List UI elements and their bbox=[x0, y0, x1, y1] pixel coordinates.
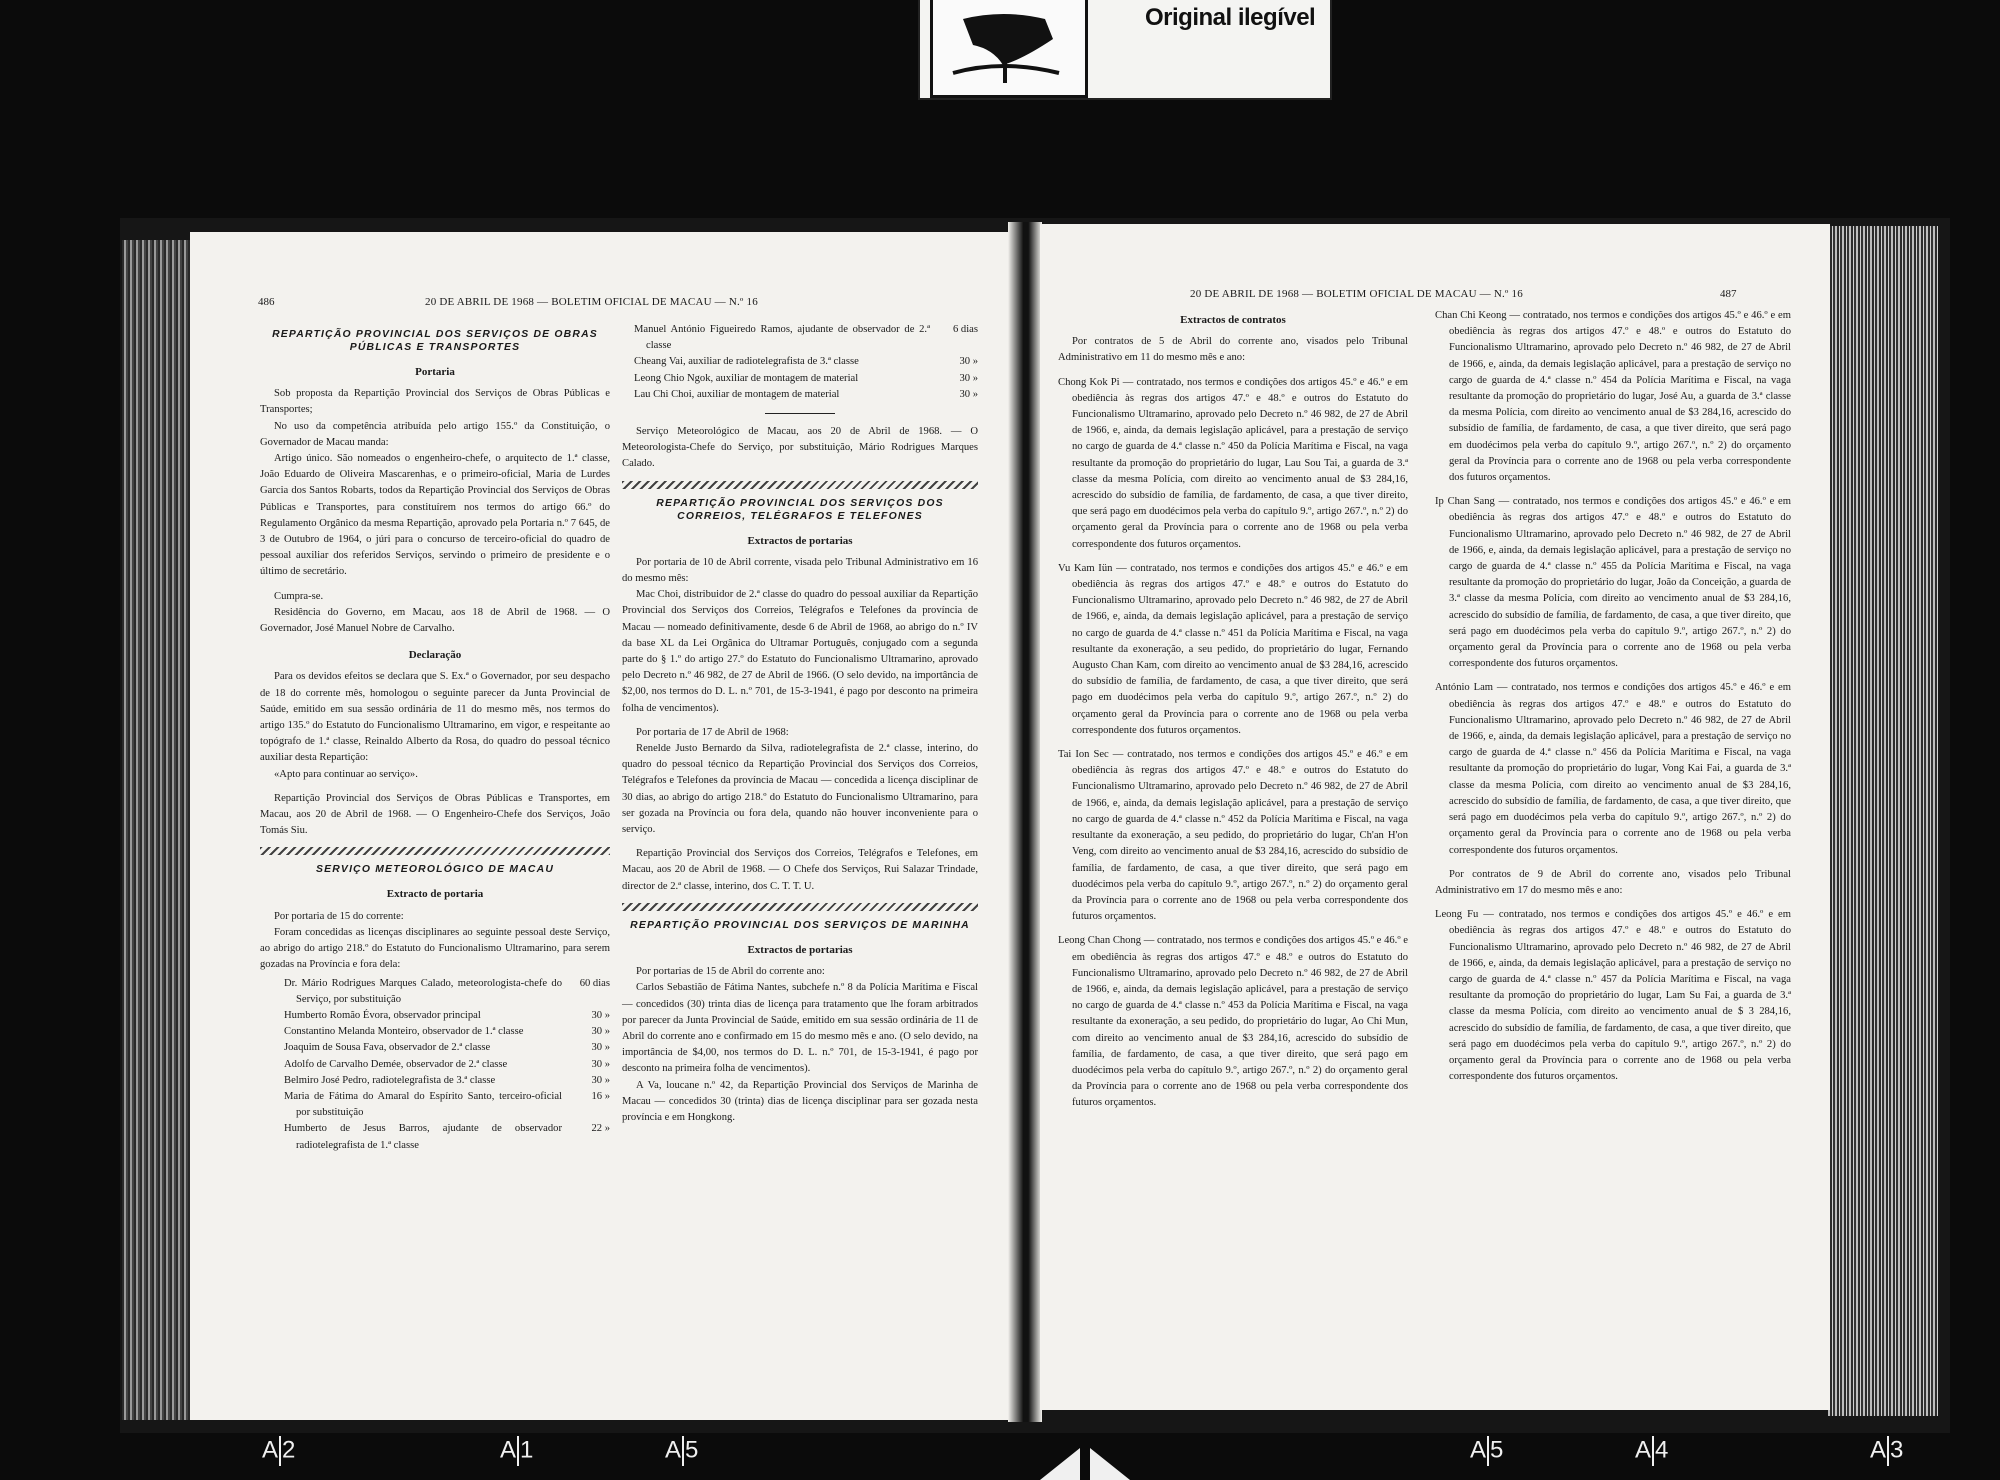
paragraph: Por portaria de 17 de Abril de 1968: bbox=[636, 726, 789, 738]
paragraph: Carlos Sebastião de Fátima Nantes, subchefe n.º 8 da Polícia Marítima e Fiscal — concedidos (30) trinta dias de licença para tratamento que lhe foram arbitrados por parecer da Junta Provincial de Saúde, emitido em sua sessão ordinária de 11 de Abril do corrente ano e confirmado em 15 do mesmo mês e ano. (O selo devido, na importância de $4,00, nos termos do D. L. n.º 701, de 15-3-1941, é pago por desconto na primeira folha de vencimentos). bbox=[622, 982, 978, 1075]
section-title: REPARTIÇÃO PROVINCIAL DOS SERVIÇOS DOS CORREIOS, TELÉGRAFOS E TELEFONES bbox=[656, 497, 944, 522]
page-number: 486 bbox=[258, 296, 275, 308]
licence-list bbox=[622, 322, 978, 403]
section-title: SERVIÇO METEOROLÓGICO DE MACAU bbox=[315, 864, 555, 876]
paragraph: Sob proposta da Repartição Provincial dos Serviços de Obras Públicas e Transportes; bbox=[260, 388, 610, 416]
list-item: Manuel António Figueiredo Ramos, ajudante de observador de 2.ª classe 6 dias bbox=[634, 324, 978, 352]
section-heading: Extractos de portarias bbox=[747, 534, 853, 547]
paragraph: Renelde Justo Bernardo da Silva, radiotelegrafista de 2.ª classe, interino, do quadro do pessoal técnico da Repartição Provincial dos Serviços dos Correios, Telégrafos e Telefones da província de Macau — concedida a licença disciplinar de 30 dias, ao abrigo do artigo 218.º do Estatuto do Funcionalismo Ultramarino, para ser gozada na Província ou fora dela, quando não houver inconveniente para o serviço. bbox=[622, 743, 978, 836]
paragraph: Tai Ion Sec — contratado, nos termos e condições dos artigos 45.º e 46.º e em obediência às regras dos artigos 47.º e 48.º e outros do Estatuto do Funcionalismo Ultramarino, aprovado pelo Decreto n.º 46 982, de 27 de Abril de 1966, e, ainda, da demais legislação aplicável, para a prestação de serviço no cargo de guarda de 4.ª classe n.º 452 da Polícia Marítima e Fiscal, na vaga resultante da exoneração, a seu pedido, do proprietário do lugar, Ch'an H'on Veng, com direito ao vencimento anual de $3 284,16, acrescido do subsídio de família, de fardamento, de casa, a que tiver direito, que será pago em duodécimos pela verba do capítulo 9.º, artigo 267.º, n.º 2) do orçamento geral da Província para o corrente ano de 1968 ou pela verba correspondente dos futuros orçamentos. bbox=[1058, 749, 1408, 923]
frame-marker: A 4 bbox=[1635, 1436, 1668, 1466]
paragraph: Artigo único. São nomeados o engenheiro-chefe, o arquitecto de 1.ª classe, João Eduardo de Oliveira Mascarenhas, e o primeiro-oficial, Maria de Lurdes Garcia dos Santos Robarts, todos da Repartição Provincial dos Serviços de Obras Públicas e Transportes, para constituírem nos termos do artigo 66.º do Regulamento Orgânico da mesma Repartição, aprovado pela Portaria n.º 7 645, de 3 de Outubro de 1964, o júri para o concurso de terceiro-oficial do quadro de pessoal auxiliar dos referidos Serviços, servindo o primeiro de presidente e o último de secretário. bbox=[260, 453, 610, 578]
book-icon bbox=[930, 0, 1088, 98]
page-edges-left bbox=[122, 240, 192, 1420]
page-edges-right bbox=[1828, 226, 1938, 1416]
paragraph: Para os devidos efeitos se declara que S. Ex.ª o Governador, por seu despacho de 18 do corrente mês, homologou o seguinte parecer da Junta Provincial de Saúde, emitido em sua sessão ordinária de 11 do mesmo mês, nos termos do artigo 135.º do Estatuto do Funcionalismo Ultramarino, em vigor, e respeitante ao topógrafo de 1.ª classe, Reinaldo Alberto da Rosa, do quadro do pessoal técnico auxiliar desta Repartição: bbox=[260, 671, 610, 764]
right-column-2 bbox=[1435, 308, 1791, 1085]
list-item: Adolfo de Carvalho Demée, observador de 2.ª classe 30 » bbox=[284, 1058, 610, 1070]
ornamental-rule bbox=[622, 903, 978, 911]
section-heading: Declaração bbox=[408, 649, 462, 662]
section-title: REPARTIÇÃO PROVINCIAL DOS SERVIÇOS DE OBRAS PÚBLICAS E TRANSPORTES bbox=[272, 329, 598, 353]
paragraph: Residência do Governo, em Macau, aos 18 de Abril de 1968. — O Governador, José Manuel Nobre de Carvalho. bbox=[260, 606, 610, 635]
paragraph: Por portaria de 15 do corrente: bbox=[274, 910, 404, 922]
left-page bbox=[190, 232, 1010, 1420]
section-heading: Extractos de portarias bbox=[747, 943, 853, 956]
list-item: Lau Chi Choi, auxiliar de montagem de material 30 » bbox=[634, 388, 978, 400]
left-column-2 bbox=[622, 320, 978, 1126]
frame-marker: A 3 bbox=[1870, 1436, 1903, 1466]
paragraph: Serviço Meteorológico de Macau, aos 20 de Abril de 1968. — O Meteorologista-Chefe do Serviço, por substituição, Mário Rodrigues Marques Calado. bbox=[622, 426, 978, 470]
paragraph: Repartição Provincial dos Serviços de Obras Públicas e Transportes, em Macau, aos 20 de Abril de 1968. — O Engenheiro-Chefe dos Serviços, João Tomás Siu. bbox=[260, 792, 610, 837]
paragraph: Foram concedidas as licenças disciplinares ao seguinte pessoal deste Serviço, ao abrigo do artigo 218.º do Estatuto do Funcionalismo Ultramarino, para serem gozadas na Província e fora dela: bbox=[260, 926, 610, 971]
center-arrow-icon bbox=[1040, 1448, 1130, 1480]
paragraph: Chan Chi Keong — contratado, nos termos e condições dos artigos 45.º e 46.º e em obediência às regras dos artigos 47.º e 48.º e outros do Estatuto do Funcionalismo Ultramarino, aprovado pelo Decreto n.º 46 982, de 27 de Abril de 1966, e, ainda, da demais legislação aplicável, para a prestação de serviço no cargo de guarda de 4.ª classe n.º 454 da Polícia Marítima e Fiscal, na vaga resultante da promoção do proprietário do lugar, José Au, a guarda de 3.ª classe da mesma Polícia, com direito ao vencimento anual de $3 284,16, acrescido do subsídio de família, de fardamento, de casa, a que tiver direito, que será pago em duodécimos pela verba do capítulo 9.º, artigo 267.º, n.º 2) do orçamento geral da Província para o corrente ano de 1968 ou pela verba correspondente dos futuros orçamentos. bbox=[1435, 310, 1791, 484]
illegible-label-text: Original ilegível bbox=[1145, 4, 1316, 31]
list-item: Humberto de Jesus Barros, ajudante de observador radiotelegrafista de 1.ª classe 22 » bbox=[284, 1123, 610, 1151]
section-heading: Extractos de contratos bbox=[1180, 314, 1286, 326]
right-page bbox=[1040, 224, 1830, 1410]
frame-marker: A 5 bbox=[665, 1436, 698, 1466]
ornamental-rule bbox=[622, 481, 978, 489]
paragraph: No uso da competência atribuída pelo artigo 155.º da Constituição, o Governador de Macau manda: bbox=[260, 420, 610, 448]
book-spine bbox=[1008, 222, 1042, 1422]
paragraph: António Lam — contratado, nos termos e condições dos artigos 45.º e 46.º e em obediência às regras dos artigos 47.º e 48.º e outros do Estatuto do Funcionalismo Ultramarino, aprovado pelo Decreto n.º 46 982, de 27 de Abril de 1966, e, ainda, da demais legislação aplicável, para a prestação de serviço no cargo de guarda de 4.ª classe n.º 456 da Polícia Marítima e Fiscal, na vaga resultante da promoção do proprietário do lugar, Vong Kai Fai, a guarda de 3.ª classe da mesma Polícia, com direito ao vencimento anual de $3 284,16, acrescido do subsídio de família, de fardamento, de casa, a que tiver direito, que será pago em duodécimos pela verba do capítulo 9.º, artigo 267.º, n.º 2) do orçamento geral da Província para o corrente ano de 1968 ou pela verba correspondente dos futuros orçamentos. bbox=[1435, 682, 1791, 856]
divider bbox=[765, 413, 835, 414]
paragraph: Leong Fu — contratado, nos termos e condições dos artigos 45.º e 46.º e em obediência às regras dos artigos 47.º e 48.º e outros do Estatuto do Funcionalismo Ultramarino, aprovado pelo Decreto n.º 46 982, de 27 de Abril de 1966, e, ainda, da demais legislação aplicável, para a prestação de serviço no cargo de guarda de 4.ª classe n.º 457 da Polícia Marítima e Fiscal, na vaga resultante da promoção do proprietário do lugar, Lam Su Fai, a guarda de 3.ª classe da mesma Polícia, com direito ao vencimento anual de $ 3 284,16, acrescido do subsídio de família, de fardamento, de casa, a que tiver direito, que será pago em duodécimos pela verba do capítulo 9.º, artigo 267.º, n.º 2) do orçamento geral da Província para o corrente ano de 1968 ou pela verba correspondente dos futuros orçamentos. bbox=[1435, 909, 1791, 1083]
list-item: Humberto Romão Évora, observador principal 30 » bbox=[284, 1009, 610, 1021]
illegible-original-label bbox=[918, 0, 1332, 100]
list-item: Dr. Mário Rodrigues Marques Calado, meteorologista-chefe do Serviço, por substituição 60 dias bbox=[284, 977, 610, 1005]
section-heading: Extracto de portaria bbox=[386, 888, 484, 901]
list-item: Constantino Melanda Monteiro, observador de 1.ª classe 30 » bbox=[284, 1026, 610, 1038]
paragraph: Chong Kok Pi — contratado, nos termos e condições dos artigos 45.º e 46.º e em obediência às regras dos artigos 47.º e 48.º e outros do Estatuto do Funcionalismo Ultramarino, aprovado pelo Decreto n.º 46 982, de 27 de Abril de 1966, e, ainda, da demais legislação aplicável, para a prestação de serviço no cargo de guarda de 4.ª classe n.º 450 da Polícia Marítima e Fiscal, na vaga resultante da promoção do proprietário do lugar, Lau Sou Tai, a guarda de 3.ª classe da mesma Polícia, com direito ao vencimento anual de $3 284,16, acrescido do subsídio de família, de fardamento, de casa, a que tiver direito, que será pago em duodécimos pela verba do capítulo 9.º, artigo 267.º, n.º 2) do orçamento geral da Província para o corrente ano de 1968 ou pela verba correspondente dos futuros orçamentos. bbox=[1058, 376, 1408, 550]
right-column-1 bbox=[1058, 312, 1408, 1112]
paragraph: Por portaria de 10 de Abril corrente, visada pelo Tribunal Administrativo em 16 do mesmo mês: bbox=[622, 556, 978, 585]
list-item: Joaquim de Sousa Fava, observador de 2.ª classe 30 » bbox=[284, 1042, 610, 1054]
paragraph: Por portarias de 15 de Abril do corrente ano: bbox=[636, 966, 825, 978]
list-item: Leong Chio Ngok, auxiliar de montagem de material 30 » bbox=[634, 372, 978, 384]
left-column-1 bbox=[260, 320, 610, 1156]
paragraph: Vu Kam Iün — contratado, nos termos e condições dos artigos 45.º e 46.º e em obediência às regras dos artigos 47.º e 48.º e outros do Estatuto do Funcionalismo Ultramarino, aprovado pelo Decreto n.º 46 982, de 27 de Abril de 1966, e, ainda, da demais legislação aplicável, para a prestação de serviço no cargo de guarda de 4.ª classe n.º 451 da Polícia Marítima e Fiscal, na vaga resultante da exoneração, a seu pedido, do proprietário do lugar, Fernando Augusto Chan Kam, com direito ao vencimento anual de $3 284,16, acrescido do subsídio de família, de fardamento, de casa, a que tiver direito, que será pago em duodécimos pela verba do capítulo 9.º, artigo 267.º, n.º 2) do orçamento geral da Província para o corrente ano de 1968 ou pela verba correspondente dos futuros orçamentos. bbox=[1058, 562, 1408, 736]
paragraph: Repartição Provincial dos Serviços dos Correios, Telégrafos e Telefones, em Macau, aos 20 de Abril de 1968. — O Chefe dos Serviços, Rui Salazar Trindade, director de 2.ª classe, interino, dos C. T. T. U. bbox=[622, 848, 978, 892]
section-title: REPARTIÇÃO PROVINCIAL DOS SERVIÇOS DE MARINHA bbox=[630, 919, 970, 931]
section-heading: Portaria bbox=[415, 366, 455, 378]
frame-marker: A 5 bbox=[1470, 1436, 1503, 1466]
frame-marker: A 2 bbox=[262, 1436, 295, 1466]
list-item: Maria de Fátima do Amaral do Espírito Santo, terceiro-oficial por substituição 16 » bbox=[284, 1090, 610, 1119]
paragraph: «Apto para continuar ao serviço». bbox=[274, 768, 418, 780]
list-item: Belmiro José Pedro, radiotelegrafista de 3.ª classe 30 » bbox=[284, 1074, 610, 1086]
ornamental-rule bbox=[260, 847, 610, 855]
running-head: 20 DE ABRIL DE 1968 — BOLETIM OFICIAL DE MACAU — N.º 16 bbox=[425, 296, 758, 308]
paragraph: Mac Choi, distribuidor de 2.ª classe do quadro do pessoal auxiliar da Repartição Provincial dos Serviços dos Correios, Telégrafos e Telefones da província de Macau — nomeado definitivamente, desde 6 de Abril de 1968, ao abrigo do n.º IV da base XL da Lei Orgânica do Ultramar Português, conjugado com a segunda parte do § 1.º do artigo 27.º do Estatuto do Funcionalismo Ultramarino, aprovado pelo Decreto n.º 46 982, de 27 de Abril de 1966. (O selo devido, na importância de $2,00, nos termos do D. L. n.º 701, de 15-3-1941, é pago por desconto na primeira folha de vencimentos). bbox=[622, 589, 978, 714]
running-head: 20 DE ABRIL DE 1968 — BOLETIM OFICIAL DE MACAU — N.º 16 bbox=[1190, 288, 1523, 300]
paragraph: Por contratos de 5 de Abril do corrente ano, visados pelo Tribunal Administrativo em 11 do mesmo mês e ano: bbox=[1058, 336, 1408, 364]
paragraph: A Va, loucane n.º 42, da Repartição Provincial dos Serviços de Marinha de Macau — concedidos 30 (trinta) dias de licença disciplinar para ser gozada nesta província e em Hongkong. bbox=[622, 1079, 978, 1123]
licence-list bbox=[260, 976, 610, 1154]
page-number: 487 bbox=[1720, 288, 1737, 300]
frame-marker: A 1 bbox=[500, 1436, 533, 1466]
list-item: Cheang Vai, auxiliar de radiotelegrafista de 3.ª classe 30 » bbox=[634, 356, 978, 368]
paragraph: Ip Chan Sang — contratado, nos termos e condições dos artigos 45.º e 46.º e em obediência às regras dos artigos 47.º e 48.º e outros do Estatuto do Funcionalismo Ultramarino, aprovado pelo Decreto n.º 46 982, de 27 de Abril de 1966, e, ainda, da demais legislação aplicável, para a prestação de serviço no cargo de guarda de 4.ª classe n.º 455 da Polícia Marítima e Fiscal, na vaga resultante da promoção do proprietário do lugar, João da Conceição, a guarda de 3.ª classe da mesma Polícia, com direito ao vencimento anual de $3 284,16, acrescido do subsídio de família, de fardamento, de casa, a que tiver direito, que será pago em duodécimos pela verba do capítulo 9.º, artigo 267.º, n.º 2) do orçamento geral da Província para o corrente ano de 1968 ou pela verba correspondente dos futuros orçamentos. bbox=[1435, 496, 1791, 670]
paragraph: Leong Chan Chong — contratado, nos termos e condições dos artigos 45.º e 46.º e em obediência às regras dos artigos 47.º e 48.º e outros do Estatuto do Funcionalismo Ultramarino, aprovado pelo Decreto n.º 46 982, de 27 de Abril de 1966, e, ainda, da demais legislação aplicável, para a prestação de serviço no cargo de guarda de 4.ª classe n.º 453 da Polícia Marítima e Fiscal, na vaga resultante da exoneração, a seu pedido, do proprietário do lugar, Ao Chi Mun, com direito ao vencimento anual de $3 284,16, acrescido do subsídio de família, de fardamento, de casa, a que tiver direito, que será pago em duodécimos pela verba do capítulo 9.º, artigo 267.º, n.º 2) do orçamento geral da Província para o corrente ano de 1968 ou pela verba correspondente dos futuros orçamentos. bbox=[1058, 935, 1408, 1109]
paragraph: Cumpra-se. bbox=[274, 590, 324, 602]
paragraph: Por contratos de 9 de Abril do corrente ano, visados pelo Tribunal Administrativo em 17 do mesmo mês e ano: bbox=[1435, 868, 1791, 896]
